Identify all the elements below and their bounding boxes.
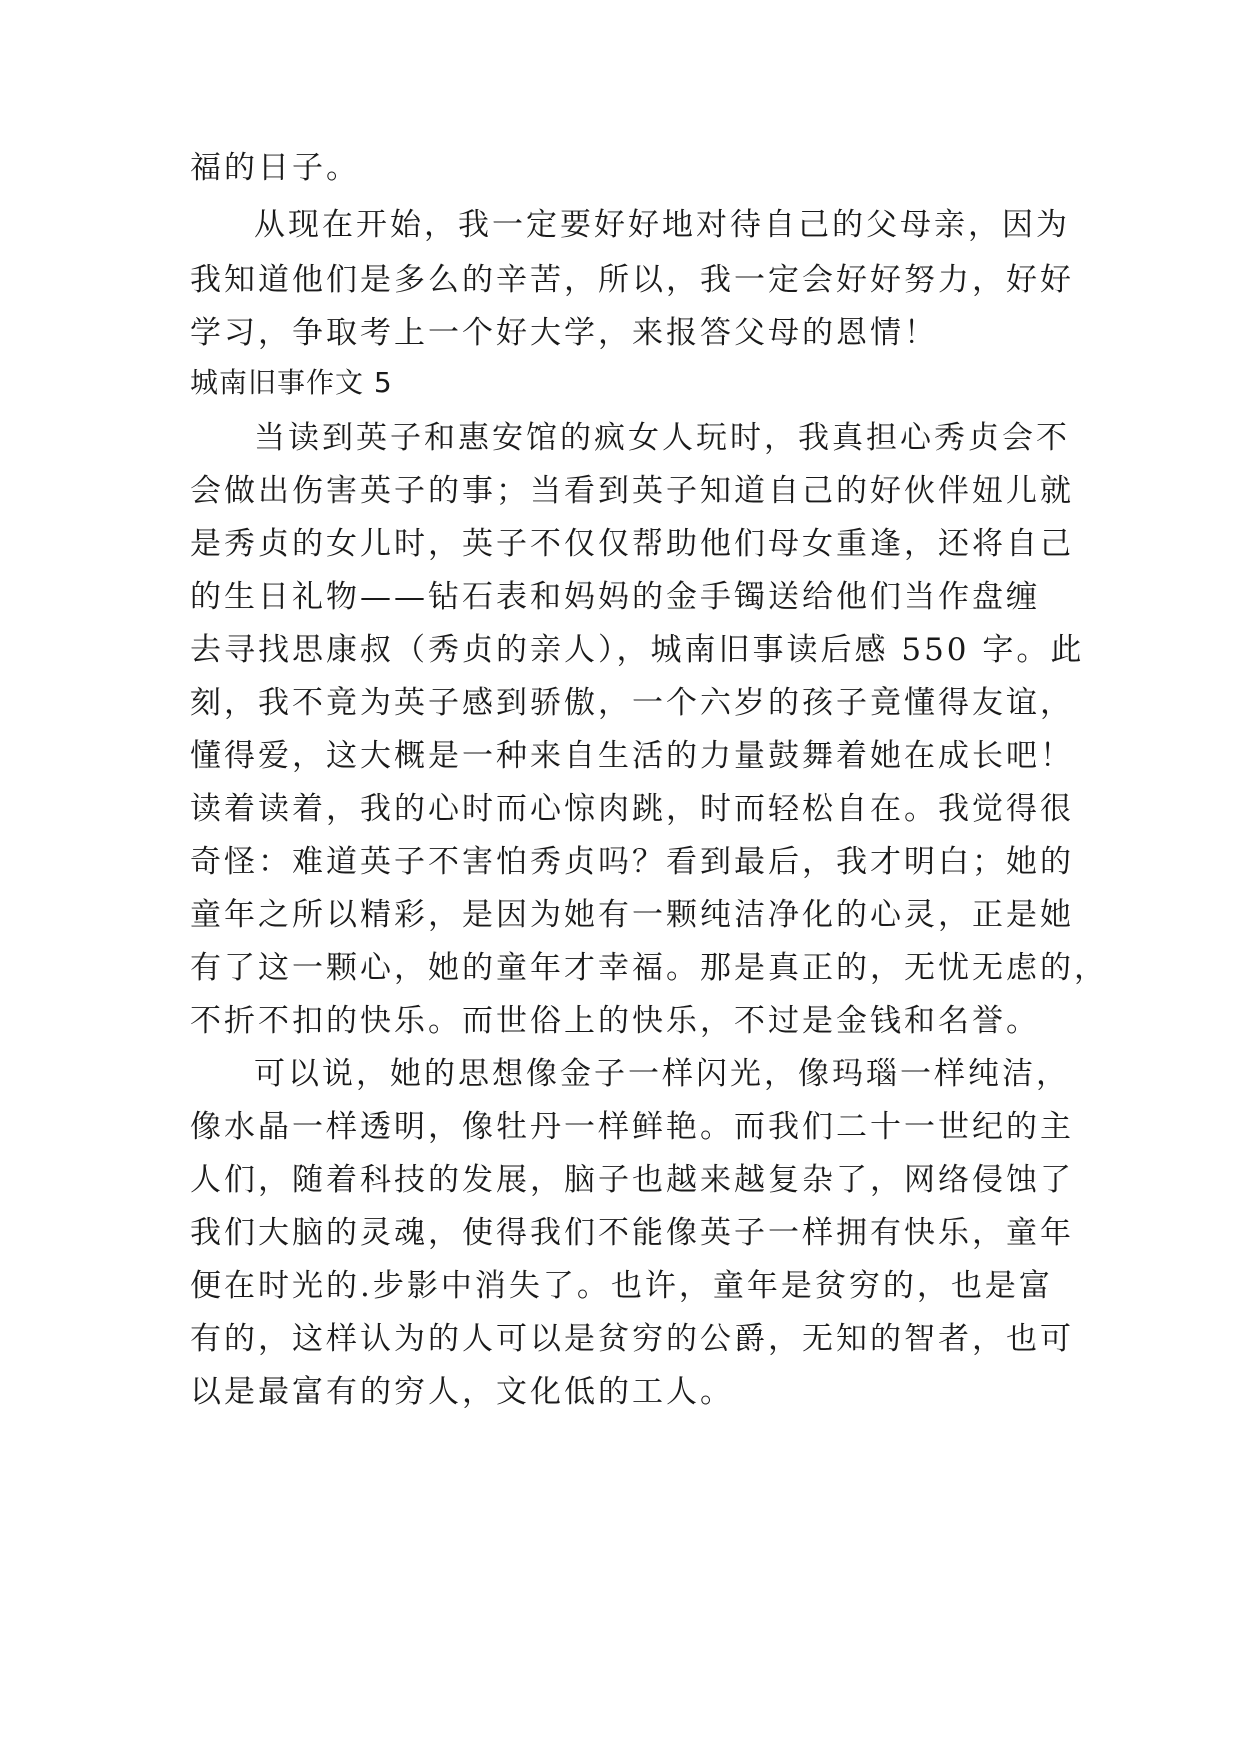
text-line: 会做出伤害英子的事；当看到英子知道自己的好伙伴妞儿就 xyxy=(190,473,1074,509)
text-line: 不折不扣的快乐。而世俗上的快乐，不过是金钱和名誉。 xyxy=(190,1003,1040,1039)
text-line: 有了这一颗心，她的童年才幸福。那是真正的，无忧无虑的， xyxy=(190,950,1108,986)
text-line: 懂得爱，这大概是一种来自生活的力量鼓舞着她在成长吧！ xyxy=(190,738,1074,774)
text-line: 的生日礼物——钻石表和妈妈的金手镯送给他们当作盘缠 xyxy=(190,579,1040,615)
text-line: 有的，这样认为的人可以是贫穷的公爵，无知的智者，也可 xyxy=(190,1321,1074,1357)
text-line: 奇怪：难道英子不害怕秀贞吗？看到最后，我才明白；她的 xyxy=(190,844,1074,880)
text-line: 便在时光的.步影中消失了。也许，童年是贫穷的，也是富 xyxy=(190,1268,1053,1304)
text-line: 去寻找思康叔（秀贞的亲人），城南旧事读后感 550 字。此 xyxy=(190,632,1085,668)
section-heading: 城南旧事作文 5 xyxy=(190,366,393,399)
text-line: 是秀贞的女儿时，英子不仅仅帮助他们母女重逢，还将自己 xyxy=(190,526,1074,562)
text-line: 福的日子。 xyxy=(190,150,360,186)
text-line: 以是最富有的穷人，文化低的工人。 xyxy=(190,1374,734,1410)
text-line: 童年之所以精彩，是因为她有一颗纯洁净化的心灵，正是她 xyxy=(190,897,1074,933)
text-line: 当读到英子和惠安馆的疯女人玩时，我真担心秀贞会不 xyxy=(254,420,1070,456)
text-line: 刻，我不竟为英子感到骄傲，一个六岁的孩子竟懂得友谊， xyxy=(190,685,1074,721)
text-line: 人们，随着科技的发展，脑子也越来越复杂了，网络侵蚀了 xyxy=(190,1162,1074,1198)
text-line: 我们大脑的灵魂，使得我们不能像英子一样拥有快乐，童年 xyxy=(190,1215,1074,1251)
text-line: 学习，争取考上一个好大学，来报答父母的恩情！ xyxy=(190,315,938,351)
text-line: 像水晶一样透明，像牡丹一样鲜艳。而我们二十一世纪的主 xyxy=(190,1109,1074,1145)
text-line: 我知道他们是多么的辛苦，所以，我一定会好好努力，好好 xyxy=(190,262,1074,298)
text-line: 可以说，她的思想像金子一样闪光，像玛瑙一样纯洁， xyxy=(254,1056,1070,1092)
text-line: 从现在开始，我一定要好好地对待自己的父母亲，因为 xyxy=(254,207,1070,243)
text-line: 读着读着，我的心时而心惊肉跳，时而轻松自在。我觉得很 xyxy=(190,791,1074,827)
